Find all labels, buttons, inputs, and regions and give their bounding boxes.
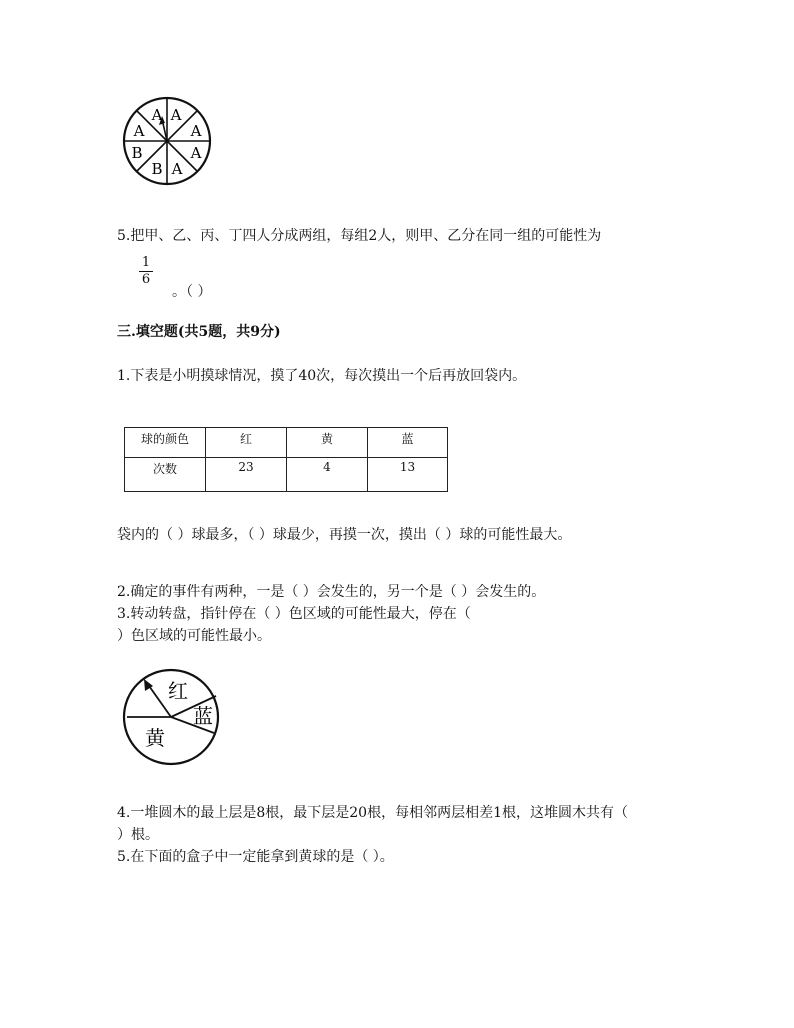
question-5-judgement: 5.把甲、乙、丙、丁四人分成两组，每组2人，则甲、乙分在同一组的可能性为 bbox=[117, 228, 602, 244]
spinner1-sector-label: A bbox=[170, 106, 182, 124]
spinner1-sector-label: B bbox=[151, 160, 163, 178]
ball-count-table bbox=[124, 427, 448, 492]
table-header-cell: 蓝 bbox=[368, 428, 448, 458]
spinner-ab-diagram bbox=[118, 95, 218, 190]
table-row bbox=[125, 458, 448, 492]
spinner1-sector-label: A bbox=[190, 144, 202, 162]
spinner1-sector-label: A bbox=[171, 160, 183, 178]
question-3-text-line2: ）色区域的可能性最小。 bbox=[117, 628, 271, 644]
spinner1-sector-label: A bbox=[133, 122, 145, 140]
spinner-pointer-icon bbox=[144, 679, 171, 717]
table-header-cell: 红 bbox=[206, 428, 287, 458]
question-1-answer-line: 袋内的（ ）球最多，（ ）球最少，再摸一次，摸出（ ）球的可能性最大。 bbox=[117, 527, 572, 543]
spinner1-sector-label: B bbox=[131, 144, 143, 162]
fraction-one-sixth bbox=[138, 255, 154, 288]
table-header-cell: 球的颜色 bbox=[125, 428, 206, 458]
spinner-color-diagram bbox=[118, 667, 228, 767]
question-1-text: 1.下表是小明摸球情况，摸了40次，每次摸出一个后再放回袋内。 bbox=[117, 368, 527, 384]
question-5-fill-text: 5.在下面的盒子中一定能拿到黄球的是（ ）。 bbox=[117, 849, 394, 865]
table-cell: 4 bbox=[287, 458, 368, 492]
fraction-numerator: 1 bbox=[141, 255, 151, 270]
question-4-text-line2: ）根。 bbox=[117, 827, 159, 843]
table-header-row bbox=[125, 428, 448, 458]
question-4-text-line1: 4.一堆圆木的最上层是8根，最下层是20根，每相邻两层相差1根，这堆圆木共有（ bbox=[117, 805, 628, 821]
question-5-answer-blank: 。（ ） bbox=[172, 284, 212, 300]
spinner1-sector-label: A bbox=[151, 106, 163, 124]
sector-label-yellow: 黄 bbox=[145, 726, 165, 750]
table-cell: 13 bbox=[368, 458, 448, 492]
sector-label-blue: 蓝 bbox=[193, 704, 213, 728]
fraction-denominator: 6 bbox=[141, 272, 151, 287]
question-3-text-line1: 3.转动转盘，指针停在（ ）色区域的可能性最大，停在（ bbox=[117, 606, 471, 622]
question-2-text: 2.确定的事件有两种，一是（ ）会发生的，另一个是（ ）会发生的。 bbox=[117, 584, 546, 600]
table-header-cell: 黄 bbox=[287, 428, 368, 458]
spinner1-sector-label: A bbox=[190, 122, 202, 140]
table-cell: 次数 bbox=[125, 458, 206, 492]
sector-label-red: 红 bbox=[168, 679, 188, 703]
table-cell: 23 bbox=[206, 458, 287, 492]
section-title: 三.填空题(共5题，共9分) bbox=[117, 324, 281, 340]
